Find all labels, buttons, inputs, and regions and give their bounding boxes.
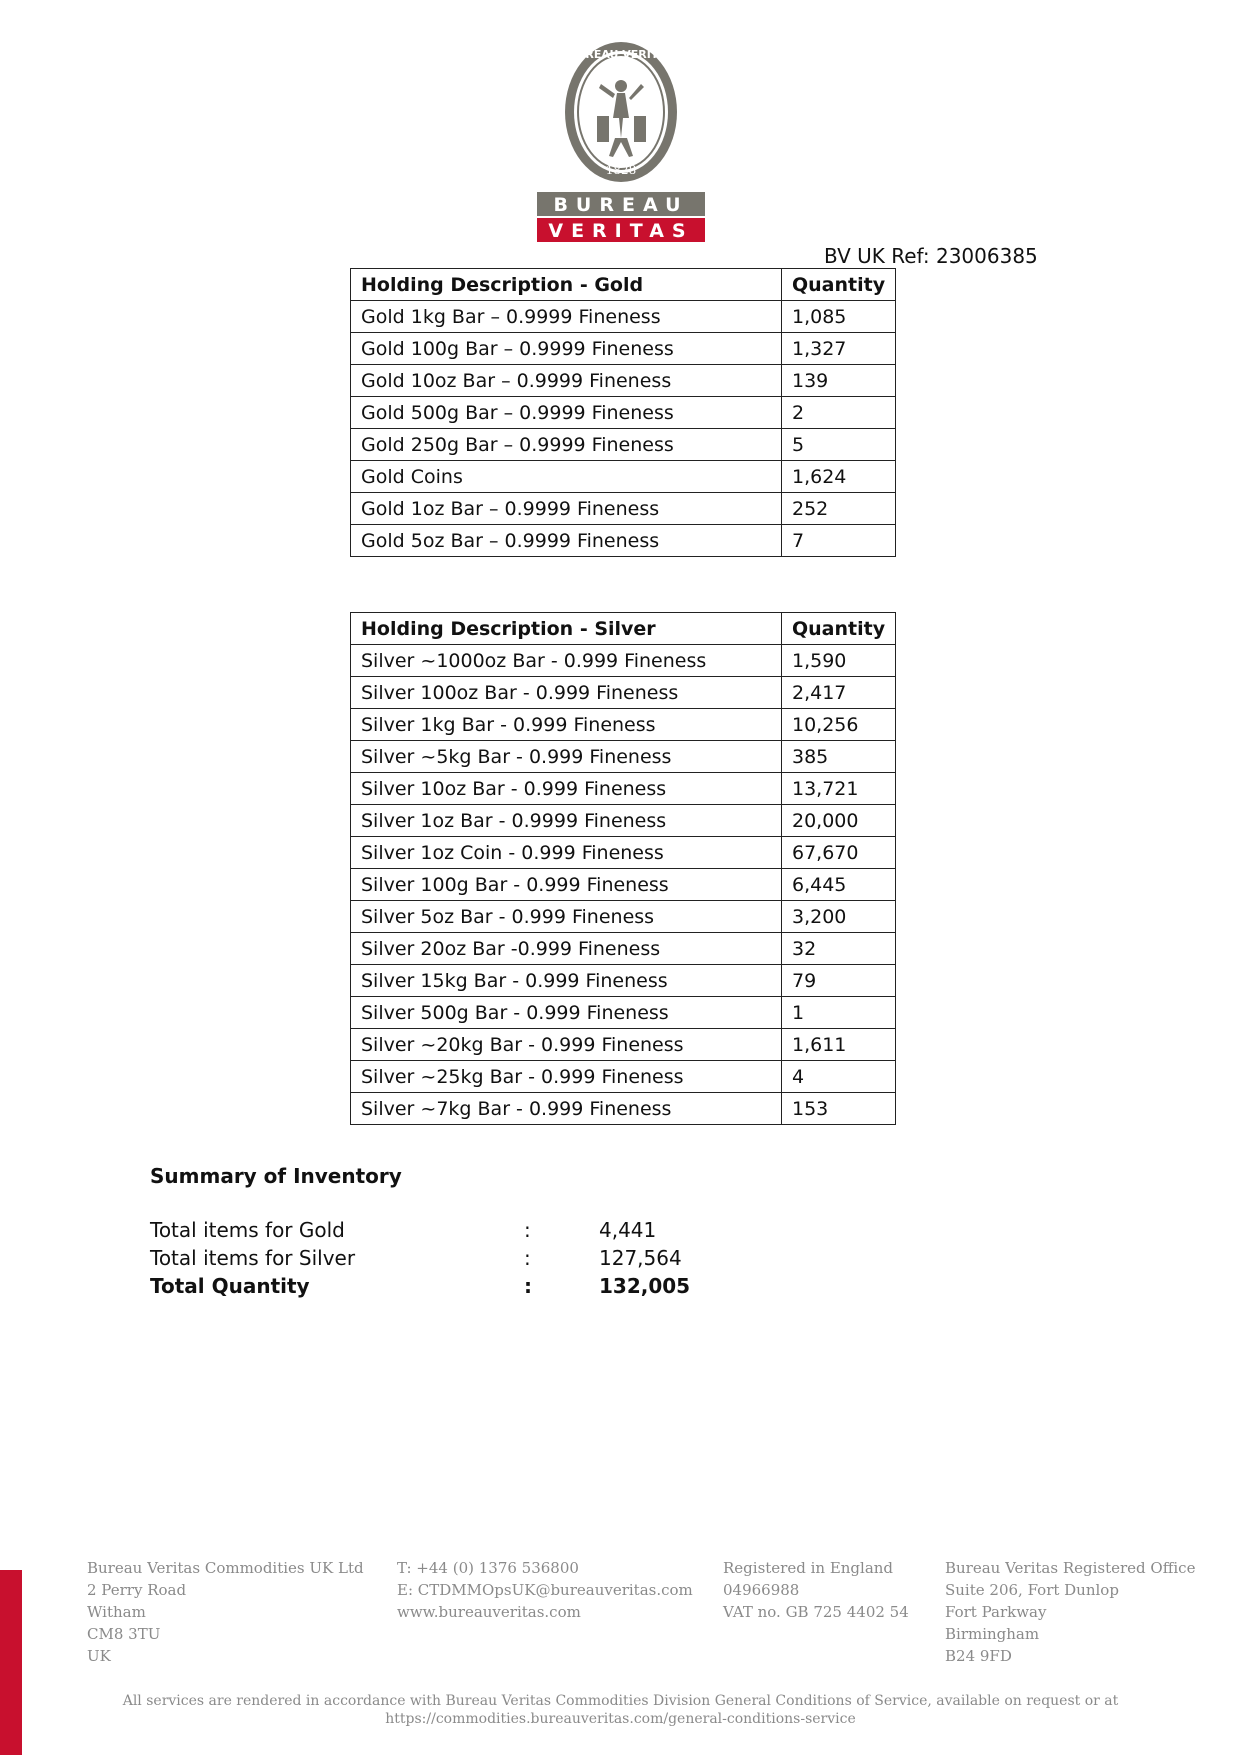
summary-label: Total items for Silver (150, 1246, 356, 1270)
quantity-cell: 252 (782, 493, 896, 525)
footer-disclaimer (100, 1692, 1141, 1728)
holding-description-cell: Silver 1oz Coin - 0.999 Fineness (351, 837, 782, 869)
quantity-cell: 139 (782, 365, 896, 397)
reference-number: BV UK Ref: 23006385 (824, 244, 1038, 268)
footer-line: Bureau Veritas Commodities UK Ltd (87, 1559, 364, 1577)
seal-text: BUREAU VERITAS (568, 48, 674, 61)
holding-description-cell: Silver 100g Bar - 0.999 Fineness (351, 869, 782, 901)
table-row (351, 709, 896, 741)
summary-title: Summary of Inventory (150, 1164, 402, 1188)
summary-value: 127,564 (599, 1246, 682, 1270)
quantity-cell: 79 (782, 965, 896, 997)
table-row (351, 933, 896, 965)
red-accent-bar (0, 1570, 22, 1755)
footer-line: CM8 3TU (87, 1625, 161, 1643)
summary-row-silver (150, 1246, 682, 1274)
holding-description-cell: Silver 5oz Bar - 0.999 Fineness (351, 901, 782, 933)
table-header-row (351, 613, 896, 645)
bureau-veritas-logo (537, 38, 705, 243)
quantity-cell: 32 (782, 933, 896, 965)
table-row (351, 869, 896, 901)
quantity-cell: 7 (782, 525, 896, 557)
footer-registration (723, 1557, 909, 1623)
quantity-cell: 3,200 (782, 901, 896, 933)
footer-website-link[interactable]: www.bureauveritas.com (397, 1603, 581, 1621)
quantity-cell: 153 (782, 1093, 896, 1125)
quantity-cell: 1,085 (782, 301, 896, 333)
holding-description-cell: Silver ~20kg Bar - 0.999 Fineness (351, 1029, 782, 1061)
footer-line: UK (87, 1647, 111, 1665)
quantity-cell: 385 (782, 741, 896, 773)
column-header-description: Holding Description - Silver (351, 613, 782, 645)
gold-holdings-table (350, 268, 896, 557)
summary-label: Total items for Gold (150, 1218, 345, 1242)
table-row (351, 837, 896, 869)
table-row (351, 901, 896, 933)
table-row (351, 997, 896, 1029)
summary-row-total (150, 1274, 691, 1302)
table-row (351, 773, 896, 805)
footer-registered-office (945, 1557, 1195, 1667)
summary-separator: : (524, 1246, 531, 1270)
table-row (351, 333, 896, 365)
silver-holdings-table (350, 612, 896, 1125)
holding-description-cell: Silver 1kg Bar - 0.999 Fineness (351, 709, 782, 741)
inventory-summary (150, 1164, 691, 1302)
footer-line: Birmingham (945, 1625, 1040, 1643)
summary-separator: : (524, 1218, 531, 1242)
footer-line: Suite 206, Fort Dunlop (945, 1581, 1119, 1599)
holding-description-cell: Gold 1oz Bar – 0.9999 Fineness (351, 493, 782, 525)
table-row (351, 429, 896, 461)
table-row (351, 525, 896, 557)
column-header-quantity: Quantity (782, 269, 896, 301)
svg-text:1828: 1828 (605, 163, 637, 177)
table-row (351, 301, 896, 333)
quantity-cell: 2,417 (782, 677, 896, 709)
footer-line: Bureau Veritas Registered Office (945, 1559, 1196, 1577)
quantity-cell: 4 (782, 1061, 896, 1093)
holding-description-cell: Silver ~5kg Bar - 0.999 Fineness (351, 741, 782, 773)
holding-description-cell: Silver 15kg Bar - 0.999 Fineness (351, 965, 782, 997)
table-row (351, 805, 896, 837)
holding-description-cell: Silver 1oz Bar - 0.9999 Fineness (351, 805, 782, 837)
summary-label: Total Quantity (150, 1274, 310, 1298)
holding-description-cell: Gold 250g Bar – 0.9999 Fineness (351, 429, 782, 461)
holding-description-cell: Silver 100oz Bar - 0.999 Fineness (351, 677, 782, 709)
footer-company-address (87, 1557, 364, 1667)
holding-description-cell: Gold Coins (351, 461, 782, 493)
disclaimer-text: All services are rendered in accordance with Bureau Veritas Commodities Division General Conditions of Service, available on request or at (122, 1693, 1119, 1709)
holding-description-cell: Silver ~25kg Bar - 0.999 Fineness (351, 1061, 782, 1093)
footer-line: Fort Parkway (945, 1603, 1047, 1621)
holding-description-cell: Gold 100g Bar – 0.9999 Fineness (351, 333, 782, 365)
table-row (351, 461, 896, 493)
logo-word-veritas: VERITAS (548, 220, 694, 242)
quantity-cell: 5 (782, 429, 896, 461)
table-header-row (351, 269, 896, 301)
footer-line: B24 9FD (945, 1647, 1012, 1665)
table-row (351, 397, 896, 429)
summary-value: 132,005 (599, 1274, 691, 1298)
holding-description-cell: Silver 10oz Bar - 0.999 Fineness (351, 773, 782, 805)
logo-word-bureau: BUREAU (553, 194, 689, 216)
summary-row-gold (150, 1218, 657, 1246)
table-row (351, 741, 896, 773)
table-row (351, 365, 896, 397)
footer-phone: T: +44 (0) 1376 536800 (397, 1559, 579, 1577)
holding-description-cell: Gold 500g Bar – 0.9999 Fineness (351, 397, 782, 429)
summary-value: 4,441 (599, 1218, 657, 1242)
holding-description-cell: Silver ~7kg Bar - 0.999 Fineness (351, 1093, 782, 1125)
holding-description-cell: Gold 10oz Bar – 0.9999 Fineness (351, 365, 782, 397)
quantity-cell: 1,327 (782, 333, 896, 365)
quantity-cell: 1 (782, 997, 896, 1029)
footer-line: 2 Perry Road (87, 1581, 187, 1599)
footer-line: Witham (87, 1603, 146, 1621)
footer-line: VAT no. GB 725 4402 54 (723, 1603, 909, 1621)
holding-description-cell: Gold 5oz Bar – 0.9999 Fineness (351, 525, 782, 557)
holding-description-cell: Silver 20oz Bar -0.999 Fineness (351, 933, 782, 965)
quantity-cell: 1,611 (782, 1029, 896, 1061)
holding-description-cell: Gold 1kg Bar – 0.9999 Fineness (351, 301, 782, 333)
holding-description-cell: Silver ~1000oz Bar - 0.999 Fineness (351, 645, 782, 677)
footer-line: 04966988 (723, 1581, 800, 1599)
quantity-cell: 13,721 (782, 773, 896, 805)
footer-email-link[interactable]: E: CTDMMOpsUK@bureauveritas.com (397, 1581, 693, 1599)
quantity-cell: 6,445 (782, 869, 896, 901)
quantity-cell: 2 (782, 397, 896, 429)
summary-separator: : (524, 1274, 532, 1298)
table-row (351, 1093, 896, 1125)
table-row (351, 965, 896, 997)
quantity-cell: 1,590 (782, 645, 896, 677)
footer-contact (397, 1557, 693, 1623)
table-row (351, 677, 896, 709)
quantity-cell: 67,670 (782, 837, 896, 869)
column-header-quantity: Quantity (782, 613, 896, 645)
quantity-cell: 20,000 (782, 805, 896, 837)
conditions-link[interactable]: https://commodities.bureauveritas.com/general-conditions-service (385, 1711, 856, 1727)
column-header-description: Holding Description - Gold (351, 269, 782, 301)
quantity-cell: 1,624 (782, 461, 896, 493)
table-row (351, 493, 896, 525)
footer-line: Registered in England (723, 1559, 894, 1577)
quantity-cell: 10,256 (782, 709, 896, 741)
holding-description-cell: Silver 500g Bar - 0.999 Fineness (351, 997, 782, 1029)
table-row (351, 645, 896, 677)
table-row (351, 1061, 896, 1093)
table-row (351, 1029, 896, 1061)
